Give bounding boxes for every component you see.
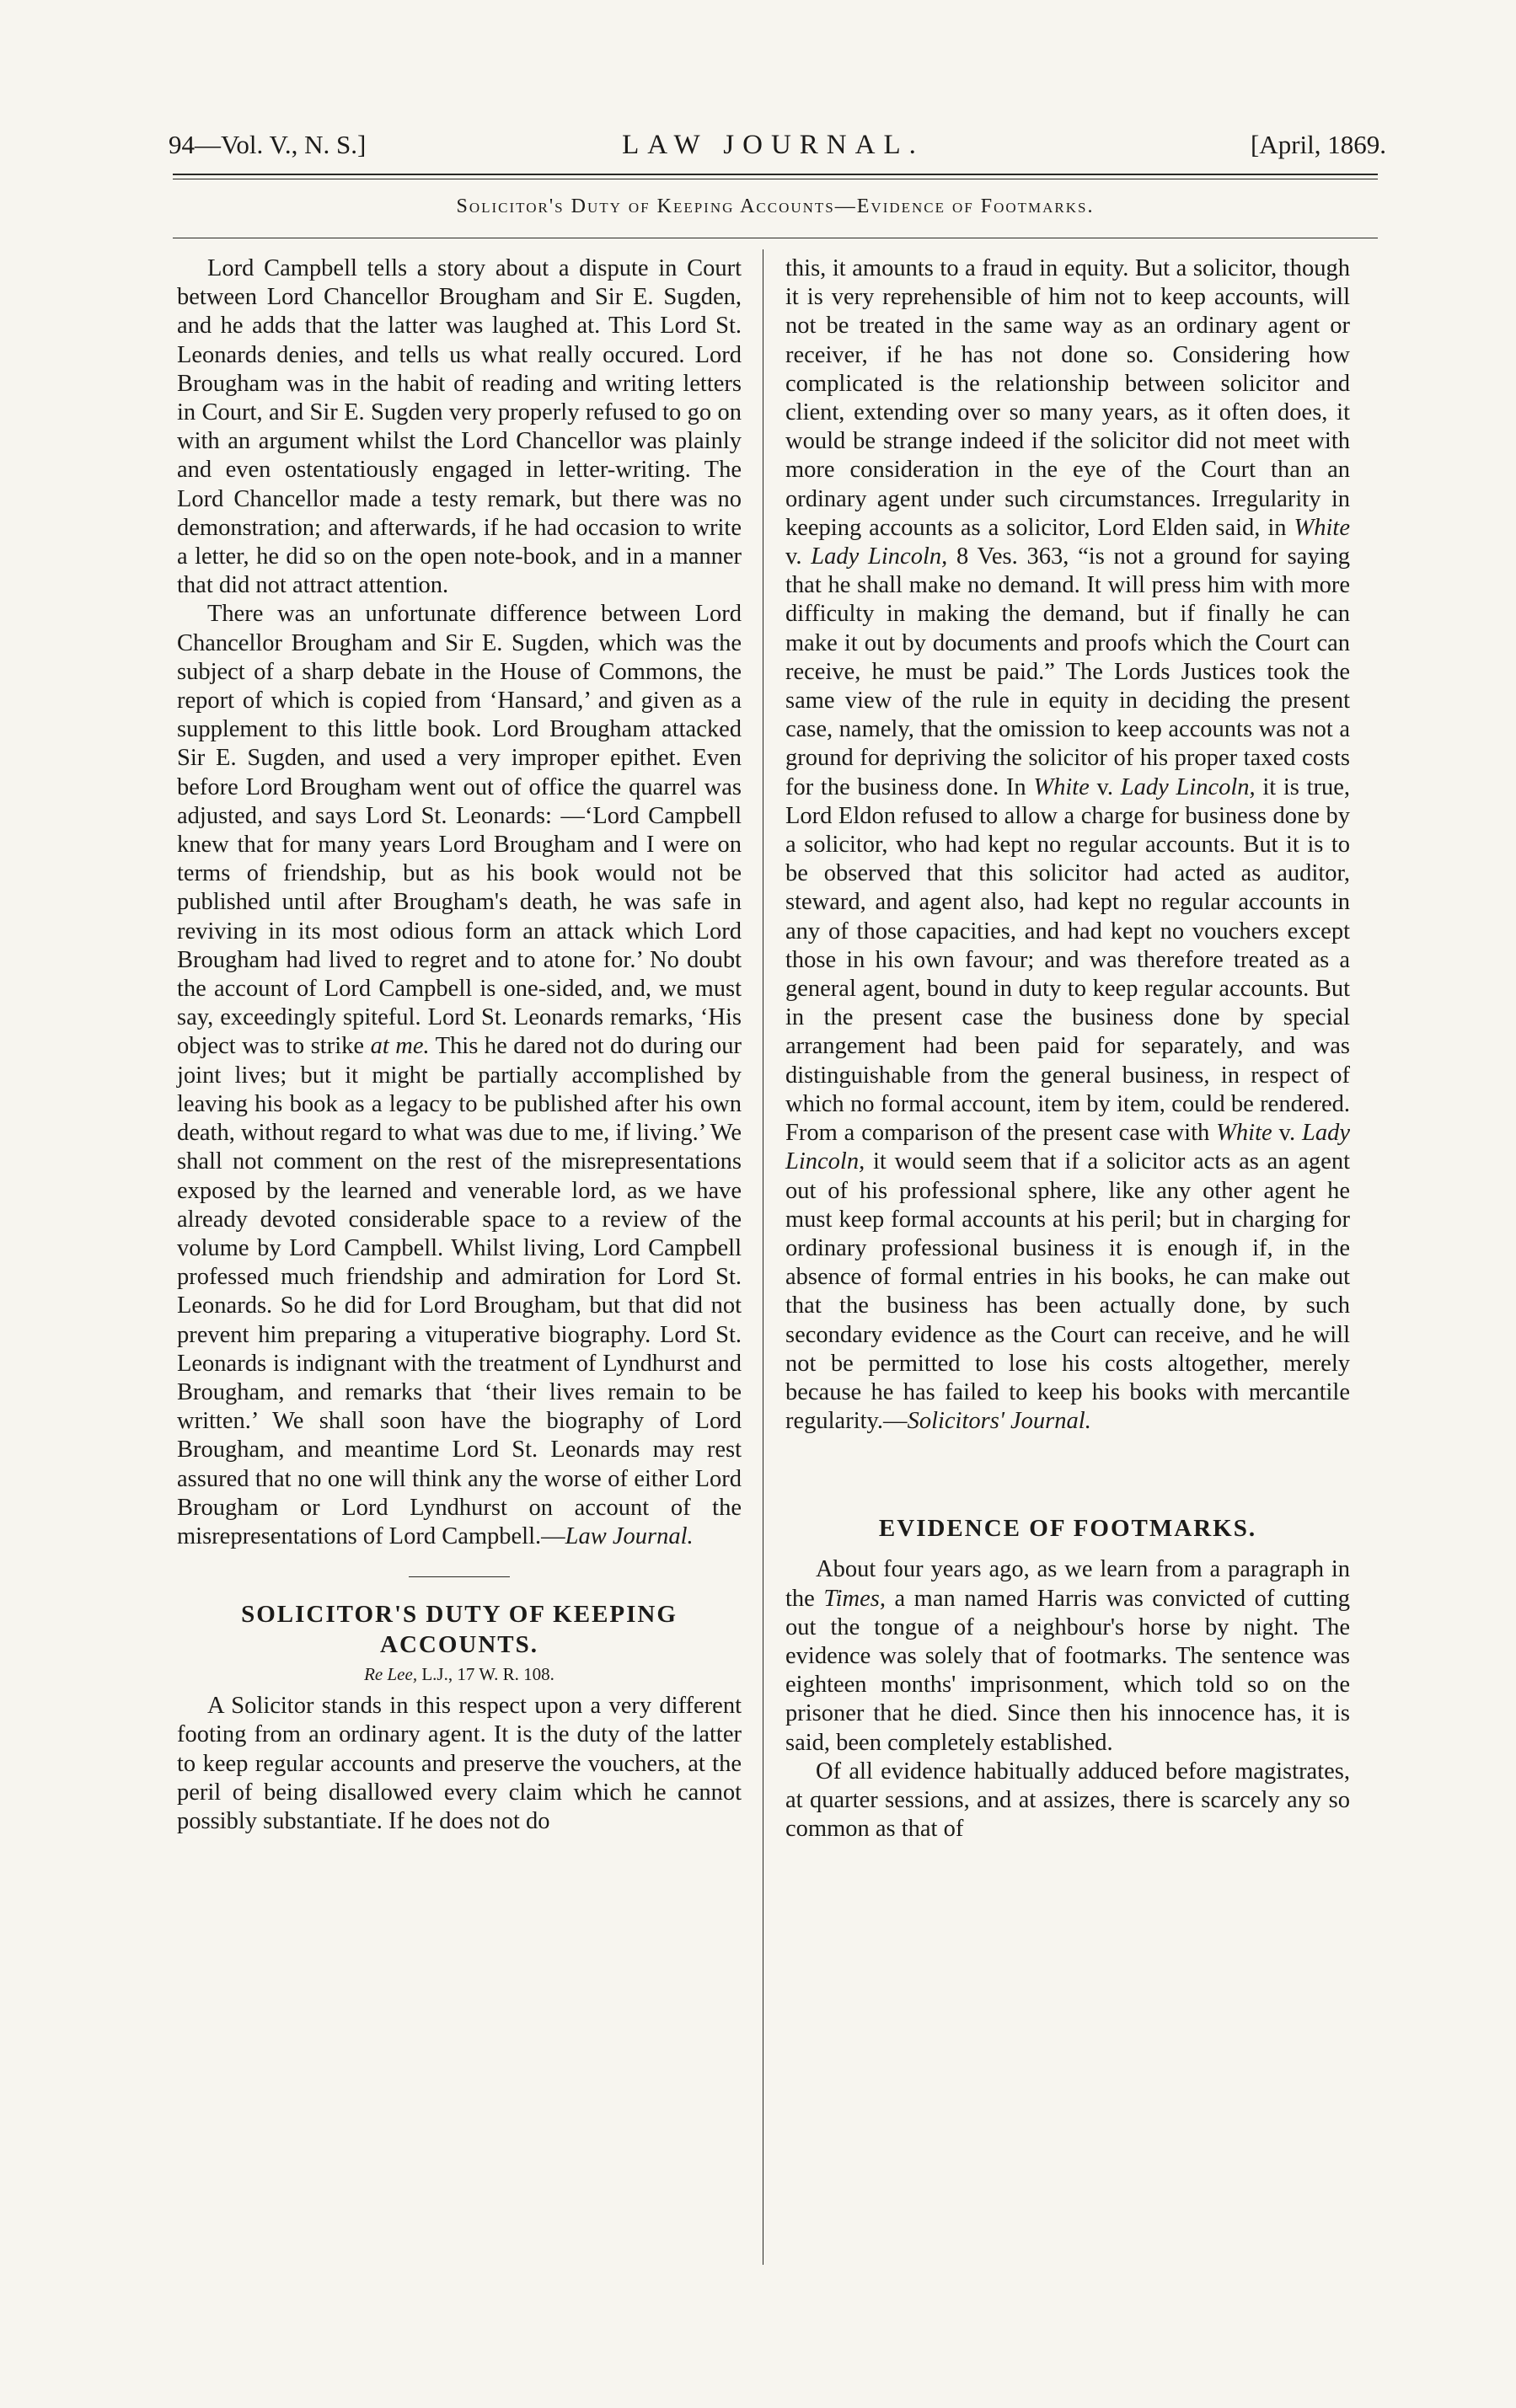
- left-column: [177, 254, 742, 1836]
- issue-date: [April, 1869.: [1250, 130, 1386, 159]
- section-title-keeping-accounts: SOLICITOR'S DUTY OF KEEPING ACCOUNTS.: [241, 1601, 678, 1659]
- source-citation: Law Journal.: [565, 1522, 694, 1549]
- page-volume-label: 94—Vol. V., N. S.]: [169, 130, 367, 159]
- page-subtitle: Solicitor's Duty of Keeping Accounts—Evidence of Footmarks.: [456, 195, 1095, 217]
- header-rule-top: [173, 174, 1378, 175]
- accounts-paragraph-1: A Solicitor stands in this respect upon a very different footing from an ordinary agent. It is the duty of the latter to keep regular accounts and preserve the vouchers, at the peril of being disallowed every claim which he cannot possibly substantiate. If he does not do: [177, 1693, 742, 1834]
- campbell-paragraph-2: There was an unfortunate difference between Lord Chancellor Brougham and Sir E. Sugden, which was the subject of a sharp debate in the House of Commons, the report of which is copied from ‘Hansard,’ and given as a supplement to this little book. Lord Brougham attacked Sir E. Sugden, and used a very improper epithet. Even before Lord Brougham went out of office the quarrel was adjusted, and says Lord St. Leonards: —‘Lord Campbell knew that for many years Lord Brougham and I were on terms of friendship, but as his book would not be published until after Brougham's death, he was safe in reviving in its most odious form an attack which Lord Brougham had lived to regret and to atone for.’ No doubt the account of Lord Campbell is one-sided, and, we must say, exceedingly spiteful. Lord St. Leonards remarks, ‘His object was to strike at me. This he dared not do during our joint lives; but it might be partially accomplished by leaving his book as a legacy to be published after his own death, without regard to what was due to me, if living.’ We shall not comment on the rest of the misrepresentations exposed by the learned and venerable lord, as we have already devoted considerable space to a review of the volume by Lord Campbell. Whilst living, Lord Campbell professed much friendship and admiration for Lord St. Leonards. So he did for Lord Brougham, but that did not prevent him preparing a vituperative biography. Lord St. Leonards is indignant with the treatment of Lyndhurst and Brougham, and remarks that ‘their lives remain to be written.’ We shall soon have the biography of Lord Brougham, and meantime Lord St. Leonards may rest assured that no one will think any the worse of either Lord Brougham or Lord Lyndhurst on account of the misrepresentations of Lord Campbell.—Law Journal.: [177, 601, 742, 1549]
- footmarks-paragraph-1: About four years ago, as we learn from a paragraph in the Times, a man named Harris was convicted of cutting out the tongue of a neighbour's horse by night. The evidence was solely that of footmarks. The sentence was eighteen months' imprisonment, which told so on the prisoner that he died. Since then his innocence has, it is said, been completely established.: [785, 1556, 1350, 1756]
- journal-title: LAW JOURNAL.: [622, 130, 924, 160]
- accounts-paragraph-continued: this, it amounts to a fraud in equity. But a solicitor, though it is very reprehensible of him not to keep accounts, will not be treated in the same way as an ordinary agent or receiver, if he has not done so. Considering how complicated is the relationship between solicitor and client, extending over so many years, as it often does, it would be strange indeed if the solicitor did not meet with more consideration in the eye of the Court than an ordinary agent under such circumstances. Irregularity in keeping accounts as a solicitor, Lord Elden said, in White v. Lady Lincoln, 8 Ves. 363, “is not a ground for saying that he shall make no demand. It will press him with more difficulty in making the demand, but if finally he can make it out by documents and proofs which the Court can receive, he must be paid.” The Lords Justices took the same view of the rule in equity in deciding the present case, namely, that the omission to keep accounts was not a ground for depriving the solicitor of his proper taxed costs for the business done. In White v. Lady Lincoln, it is true, Lord Eldon refused to allow a charge for business done by a solicitor, who had kept no regular accounts. But it is to be observed that this solicitor had acted as auditor, steward, and agent also, had kept no regular accounts in any of those capacities, and had kept no vouchers except those in his own favour; and was therefore treated as a general agent, bound in duty to keep regular accounts. But in the present case the business done by special arrangement had been paid for separately, and was distinguishable from the general business, in respect of which no formal account, item by item, could be rendered. From a comparison of the present case with White v. Lady Lincoln, it would seem that if a solicitor acts as an agent out of his professional sphere, like any other agent he must keep formal accounts at his peril; but in charging for ordinary professional business it is enough if, in the absence of formal entries in his books, he can make out that the business has been actually done, by such secondary evidence as the Court can receive, and he will not be permitted to lose his costs altogether, merely because he has failed to keep his books with mercantile regularity.—Solicitors' Journal.: [785, 255, 1351, 1435]
- footmarks-paragraph-2: Of all evidence habitually adduced before magistrates, at quarter sessions, and at assizes, there is scarcely any so common as that of: [785, 1758, 1350, 1843]
- section-title-footmarks: EVIDENCE OF FOOTMARKS.: [878, 1515, 1257, 1543]
- campbell-paragraph-1: Lord Campbell tells a story about a dispute in Court between Lord Chancellor Brougham and Sir E. Sugden, and he adds that the latter was laughed at. This Lord St. Leonards denies, and tells us what really occured. Lord Brougham was in the habit of reading and writing letters in Court, and Sir E. Sugden very properly refused to go on with an argument whilst the Lord Chancellor was plainly and even ostentatiously engaged in letter-writing. The Lord Chancellor made a testy remark, but there was no demonstration; and afterwards, if he had occasion to write a letter, he did so on the open note-book, and in a manner that did not attract attention.: [177, 255, 742, 599]
- case-reference: Re Lee, L.J., 17 W. R. 108.: [364, 1664, 554, 1685]
- right-column: [785, 254, 1350, 1843]
- running-header: [160, 126, 1386, 169]
- article-separator: [409, 1576, 510, 1577]
- source-citation-solicitors: Solicitors' Journal.: [907, 1408, 1091, 1435]
